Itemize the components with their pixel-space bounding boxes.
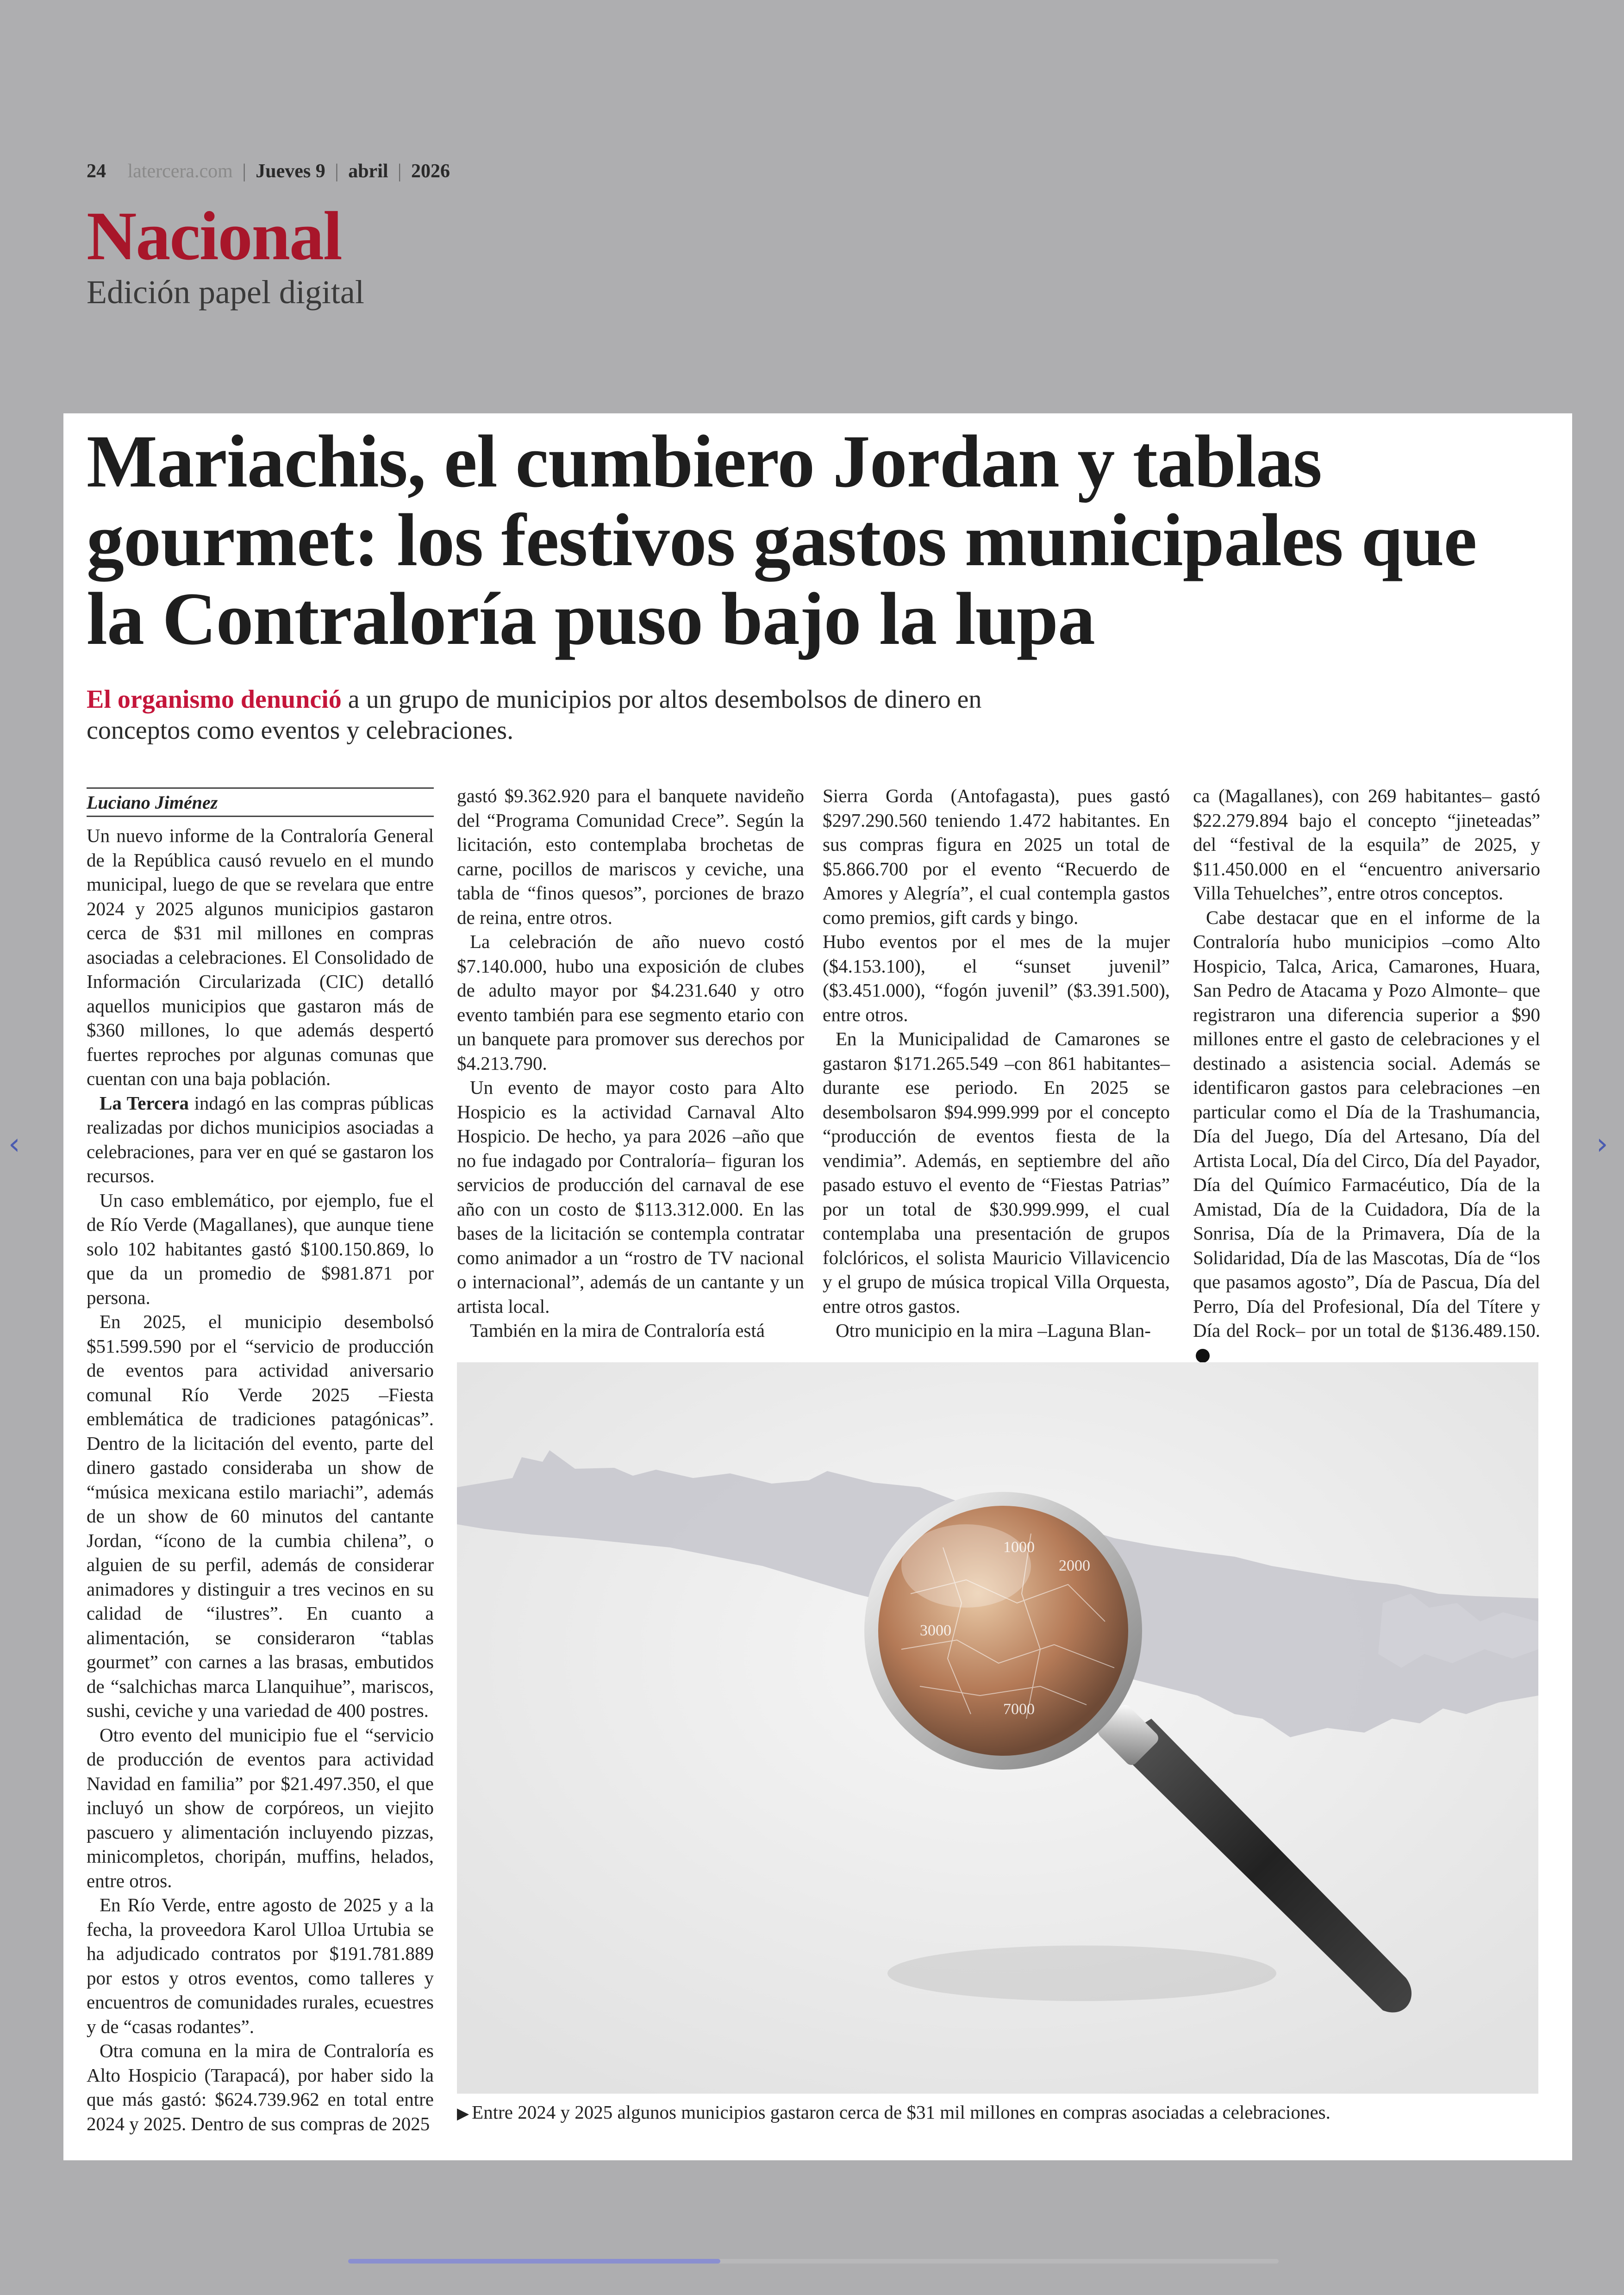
page-scroll-thumb[interactable]: [348, 2259, 720, 2264]
page-number: 24: [87, 161, 106, 182]
edition-label: Edición papel digital: [87, 274, 364, 311]
separator: |: [398, 161, 402, 182]
paragraph: Cabe destacar que en el informe de la Contraloría hubo municipios –como Alto Hospicio, Talca, Arica, Camarones, Huara, San Pedro de Atacama y Pozo Almonte– que registraron una diferencia superior a $90 millones entre el gasto de celebraciones y el destinado a asistencia social. Además se identificaron gastos para celebraciones –en particular como el Día de la Trashumancia, Día del Juego, Día del Artesano, Día del Artista Local, Día del Circo, Día del Payador, Día del Químico Farmacéutico, Día de la Amistad, Día de la Cuidadora, Día de la Sonrisa, Día de la Primavera, Día de la Solidaridad, Día de las Mascotas, Día de “los que pasamos agosto”, Día de Pascua, Día del Perro, Día del Profesional, Día del Títere y Día del Rock– por un total de $136.489.150.: [1193, 905, 1540, 1367]
date-day: Jueves 9: [256, 161, 325, 182]
paragraph: Hubo eventos por el mes de la mujer ($4.153.100), el “sunset juvenil” ($3.451.000), “fogón juvenil” ($3.391.500), entre otros.: [823, 931, 1170, 1025]
article-column-1: [87, 787, 434, 2136]
article-headline: Mariachis, el cumbiero Jordan y tablas gourmet: los festivos gastos municipales que la Contraloría puso bajo la lupa: [87, 420, 1477, 661]
paragraph: Otro evento del municipio fue el “servicio de producción de eventos para actividad Navidad en familia” por $21.497.350, el que incluyó un show de corpóreos, un viejito pascuero y alimentación incluyendo pizzas, minicompletos, choripán, muffins, helados, entre otros.: [87, 1724, 434, 1891]
caption-text: Entre 2024 y 2025 algunos municipios gastaron cerca de $31 mil millones en compras asociadas a celebraciones.: [472, 2102, 1330, 2123]
next-page-button[interactable]: [1596, 1129, 1608, 1159]
paragraph: También en la mira de Contraloría está: [470, 1320, 765, 1341]
paragraph: En la Municipalidad de Camarones se gastaron $171.265.549 –con 861 habitantes– durante ese periodo. En 2025 se desembolsaron $94.999.999 por el concepto “producción de eventos fiesta de la vendimia”. Además, en septiembre del año pasado estuvo el evento de “Fiestas Patrias” por un total de $30.999.999, el cual contemplaba una presentación de grupos folclóricos, el solista Mauricio Villavicencio y el grupo de música tropical Villa Orquesta, entre otros gastos.: [823, 1028, 1170, 1317]
date-month: abril: [348, 161, 388, 182]
deck-text: a un grupo de municipios por altos desembolsos de dinero en conceptos como eventos y celebraciones.: [87, 685, 982, 745]
paragraph: En 2025, el municipio desembolsó $51.599.590 por el “servicio de producción de eventos para actividad aniversario comunal Río Verde 2025 –Fiesta emblemática de tradiciones patagónicas”. Dentro de la licitación del evento, parte del dinero gastado consideraba un show de “música mexicana estilo mariachi”, además de un show de 60 minutos del cantante Jordan, “ícono de la cumbia chilena”, o alguien de su perfil, además de considerar animadores y distinguir a tres vecinos en su calidad de “ilustres”. En cuanto a alimentación, se consideraron “tablas gourmet” con carnes a las brasas, embutidos de “salchichas marca Llanquihue”, mariscos, sushi, ceviche y una variedad de 400 postres.: [87, 1311, 434, 1721]
byline: Luciano Jiménez: [87, 787, 434, 817]
caption-arrow-icon: ▶: [457, 2105, 469, 2122]
paragraph: gastó $9.362.920 para el banquete navideño del “Programa Comunidad Crece”. Según la licitación, esto contemplaba brochetas de carne, pocillos de mariscos y ceviche, una tabla de “finos quesos”, porciones de brazo de reina, entre otros.: [457, 785, 804, 928]
map-label: 2000: [1059, 1557, 1090, 1574]
paragraph: La celebración de año nuevo costó $7.140.000, hubo una exposición de clubes de adulto mayor por $4.231.640 y otro evento también para ese segmento etario con un banquete para promover sus derechos por $4.213.790.: [457, 931, 804, 1074]
date-year: 2026: [411, 161, 450, 182]
paragraph: Un nuevo informe de la Contraloría General de la República causó revuelo en el mundo municipal, luego de que se revelara que entre 2024 y 2025 algunos municipios gastaron cerca de $31 mil millones en compras asociadas a celebraciones. El Consolidado de Información Circularizada (CIC) detalló aquellos municipios que gastaron más de $360 millones, lo que además despertó fuertes reproches por algunas comunas que cuentan con una baja población.: [87, 825, 434, 1089]
previous-page-button[interactable]: [8, 1129, 20, 1159]
separator: |: [242, 161, 246, 182]
photo-caption: [457, 2101, 1538, 2126]
deck-lead: El organismo denunció: [87, 685, 342, 714]
site-name: latercera.com: [127, 161, 233, 182]
section-title: Nacional: [87, 198, 342, 274]
article-column-4: [1193, 784, 1540, 1367]
article-column-2: [457, 784, 804, 1343]
chevron-left-icon: ‹: [8, 1127, 20, 1161]
paragraph: Un caso emblemático, por ejemplo, fue el de Río Verde (Magallanes), que aunque tiene solo 102 habitantes gastó $100.150.869, lo que da un promedio de $981.871 por persona.: [87, 1189, 434, 1308]
map-label: 3000: [920, 1622, 951, 1639]
separator: |: [335, 161, 339, 182]
paragraph: La Tercera indagó en las compras públicas realizadas por dichos municipios asociadas a celebraciones, para ver en qué se gastaron los recursos.: [87, 1092, 434, 1186]
article-deck: [87, 684, 1012, 746]
article-column-3: [823, 784, 1170, 1343]
paragraph: En Río Verde, entre agosto de 2025 y a la fecha, la proveedora Karol Ulloa Urtubia se ha adjudicado contratos por $191.781.889 por estos y otros eventos, como talleres y encuentros de comunidades rurales, ecuestres y de “casas rodantes”.: [87, 1894, 434, 2037]
bold-lead: La Tercera: [100, 1092, 189, 1114]
map-label: 1000: [1003, 1539, 1035, 1556]
paragraph: Otro municipio en la mira –Laguna Blan-: [836, 1320, 1151, 1341]
chevron-right-icon: ›: [1596, 1127, 1608, 1161]
page-header-line: [87, 160, 450, 182]
paragraph: Otra comuna en la mira de Contraloría es Alto Hospicio (Tarapacá), por haber sido la que más gastó: $624.739.962 en total entre 2024 y 2025. Dentro de sus compras de 2025: [87, 2040, 434, 2134]
paragraph: ca (Magallanes), con 269 habitantes– gastó $22.279.894 bajo el concepto “jineteadas” del “festival de la esquila” de 2025, y $11.450.000 en el “encuentro aniversario Villa Tehuelches”, entre otros conceptos.: [1193, 785, 1540, 904]
map-label: 7000: [1003, 1701, 1035, 1718]
newspaper-page: [63, 413, 1572, 2160]
magnifier-map-illustration: [457, 1362, 1538, 2094]
paragraph: Un evento de mayor costo para Alto Hospicio es la actividad Carnaval Alto Hospicio. De hecho, ya para 2026 –año que no fue indagado por Contraloría– figuran los servicios de producción del carnaval de ese año con un costo de $113.312.000. En las bases de la licitación se contempla contratar como animador a un “rostro de TV nacional o internacional”, además de un cantante y un artista local.: [457, 1077, 804, 1317]
article-photo: [457, 1362, 1538, 2094]
end-mark-icon: [1196, 1349, 1210, 1363]
paragraph: Sierra Gorda (Antofagasta), pues gastó $297.290.560 teniendo 1.472 habitantes. En sus compras figura en 2025 un total de $5.866.700 por el evento “Recuerdo de Amores y Alegría”, el cual contempla gastos como premios, gift cards y bingo.: [823, 785, 1170, 928]
